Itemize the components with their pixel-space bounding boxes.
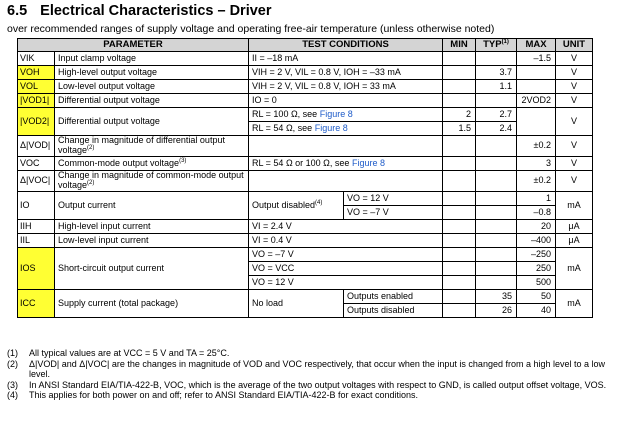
typ-cell: 2.4 <box>476 122 517 136</box>
electrical-characteristics-table <box>17 38 593 318</box>
condition-cell: II = –18 mA <box>249 52 443 66</box>
section-title <box>7 3 272 19</box>
sub-condition-cell: Outputs disabled <box>344 303 443 317</box>
sub-condition-cell: VO = –7 V <box>344 205 443 219</box>
symbol-cell: VOC <box>18 156 55 170</box>
max-cell: –250 <box>517 247 556 261</box>
parameter-cell: Input clamp voltage <box>55 52 249 66</box>
table-row-vod1 <box>18 94 593 108</box>
symbol-cell: VIK <box>18 52 55 66</box>
figure-8-link[interactable]: Figure 8 <box>351 157 385 168</box>
typ-cell: 26 <box>476 303 517 317</box>
col-header-typ: TYP$^{(1)}$ <box>476 39 517 52</box>
condition-cell: VO = –7 V <box>249 247 443 261</box>
min-cell: 2 <box>443 108 476 122</box>
table-subtitle: over recommended ranges of supply voltage and operating free-air temperature (unless otherwise noted) <box>7 23 495 35</box>
parameter-cell: Differential output voltage <box>55 94 249 108</box>
unit-cell: mA <box>556 289 593 317</box>
section-title-text: Electrical Characteristics – Driver <box>40 3 272 19</box>
typ-cell: 3.7 <box>476 66 517 80</box>
symbol-cell-highlighted: |VOD1| <box>18 94 55 108</box>
symbol-cell-highlighted: VOL <box>18 80 55 94</box>
table-row-iih <box>18 219 593 233</box>
parameter-cell: Supply current (total package) <box>55 289 249 317</box>
table-row-delta-voc <box>18 170 593 191</box>
condition-cell: VIH = 2 V, VIL = 0.8 V, IOH = 33 mA <box>249 80 443 94</box>
condition-cell: No load <box>249 289 344 317</box>
typ-cell: 1.1 <box>476 80 517 94</box>
symbol-cell: IIH <box>18 219 55 233</box>
symbol-cell-highlighted: IOS <box>18 247 55 289</box>
section-number: 6.5 <box>7 3 28 19</box>
unit-cell: V <box>556 136 593 157</box>
unit-cell: V <box>556 170 593 191</box>
unit-cell: mA <box>556 247 593 289</box>
unit-cell: V <box>556 108 593 136</box>
symbol-cell-highlighted: ICC <box>18 289 55 317</box>
col-header-max: MAX <box>517 39 556 52</box>
table-row-io-a <box>18 191 593 205</box>
note-2: (2) Δ|VOD| and Δ|VOC| are the changes in magnitude of VOD and VOC respectively, that occur when the input is changed from a high level to a low level. <box>7 358 606 380</box>
typ-cell: 35 <box>476 289 517 303</box>
note-3: (3) In ANSI Standard EIA/TIA-422-B, VOC, which is the average of the two output voltages with respect to GND, is called output offset voltage, VOS. <box>7 379 607 390</box>
unit-cell: V <box>556 94 593 108</box>
parameter-cell: High-level output voltage <box>55 66 249 80</box>
sub-condition-cell: VO = 12 V <box>344 191 443 205</box>
col-header-min: MIN <box>443 39 476 52</box>
max-cell: 500 <box>517 275 556 289</box>
col-header-parameter: PARAMETER <box>18 39 249 52</box>
parameter-cell: Low-level input current <box>55 233 249 247</box>
table-row-ios-a <box>18 247 593 261</box>
parameter-cell: Common-mode output voltage$^{(3)}$ <box>55 156 249 170</box>
table-row-icc-a <box>18 289 593 303</box>
unit-cell: V <box>556 80 593 94</box>
parameter-cell: Output current <box>55 191 249 219</box>
table-row-vod2-a <box>18 108 593 122</box>
figure-8-link[interactable]: Figure 8 <box>314 122 348 133</box>
condition-cell: IO = 0 <box>249 94 443 108</box>
unit-cell: V <box>556 66 593 80</box>
max-cell: 40 <box>517 303 556 317</box>
table-row-delta-vod <box>18 136 593 157</box>
symbol-cell: IIL <box>18 233 55 247</box>
unit-cell: V <box>556 156 593 170</box>
symbol-cell: IO <box>18 191 55 219</box>
max-cell: 250 <box>517 261 556 275</box>
condition-cell: Output disabled$^{(4)}$ <box>249 191 344 219</box>
symbol-cell: Δ|VOD| <box>18 136 55 157</box>
parameter-cell: High-level input current <box>55 219 249 233</box>
parameter-cell: Short-circuit output current <box>55 247 249 289</box>
condition-cell: VIH = 2 V, VIL = 0.8 V, IOH = –33 mA <box>249 66 443 80</box>
symbol-cell-highlighted: VOH <box>18 66 55 80</box>
sub-condition-cell: Outputs enabled <box>344 289 443 303</box>
typ-note-ref: (1) <box>501 39 509 46</box>
max-cell: –0.8 <box>517 205 556 219</box>
parameter-cell: Change in magnitude of common-mode output voltage$^{(2)}$ <box>55 170 249 191</box>
max-cell: ±0.2 <box>517 136 556 157</box>
max-cell: –1.5 <box>517 52 556 66</box>
parameter-cell: Low-level output voltage <box>55 80 249 94</box>
max-cell: 3 <box>517 156 556 170</box>
condition-cell: VO = 12 V <box>249 275 443 289</box>
condition-cell: RL = 100 Ω, see Figure 8 <box>249 108 443 122</box>
unit-cell: mA <box>556 191 593 219</box>
table-row-voc <box>18 156 593 170</box>
max-cell: 50 <box>517 289 556 303</box>
unit-cell: μA <box>556 233 593 247</box>
max-cell: –400 <box>517 233 556 247</box>
max-cell: ±0.2 <box>517 170 556 191</box>
unit-cell: μA <box>556 219 593 233</box>
note-1: (1) All typical values are at VCC = 5 V and TA = 25°C. <box>7 348 230 358</box>
max-cell: 1 <box>517 191 556 205</box>
col-header-test-conditions: TEST CONDITIONS <box>249 39 443 52</box>
table-header-row <box>18 39 593 52</box>
note-4: (4) This applies for both power on and off; refer to ANSI Standard EIA/TIA-422-B for exact conditions. <box>7 390 419 401</box>
min-cell: 1.5 <box>443 122 476 136</box>
table-notes <box>7 348 607 401</box>
table-row-vik <box>18 52 593 66</box>
table-row-iil <box>18 233 593 247</box>
condition-cell: RL = 54 Ω or 100 Ω, see Figure 8 <box>249 156 443 170</box>
condition-cell: VI = 2.4 V <box>249 219 443 233</box>
unit-cell: V <box>556 52 593 66</box>
parameter-cell: Change in magnitude of differential output voltage$^{(2)}$ <box>55 136 249 157</box>
condition-cell: RL = 54 Ω, see Figure 8 <box>249 122 443 136</box>
condition-cell: VI = 0.4 V <box>249 233 443 247</box>
symbol-cell-highlighted: |VOD2| <box>18 108 55 136</box>
typ-cell: 2.7 <box>476 108 517 122</box>
col-header-unit: UNIT <box>556 39 593 52</box>
figure-8-link[interactable]: Figure 8 <box>319 108 353 119</box>
condition-cell: VO = VCC <box>249 261 443 275</box>
max-cell: 2VOD2 <box>517 94 556 108</box>
table-row-vol <box>18 80 593 94</box>
parameter-cell: Differential output voltage <box>55 108 249 136</box>
table-row-voh <box>18 66 593 80</box>
max-cell: 20 <box>517 219 556 233</box>
symbol-cell: Δ|VOC| <box>18 170 55 191</box>
